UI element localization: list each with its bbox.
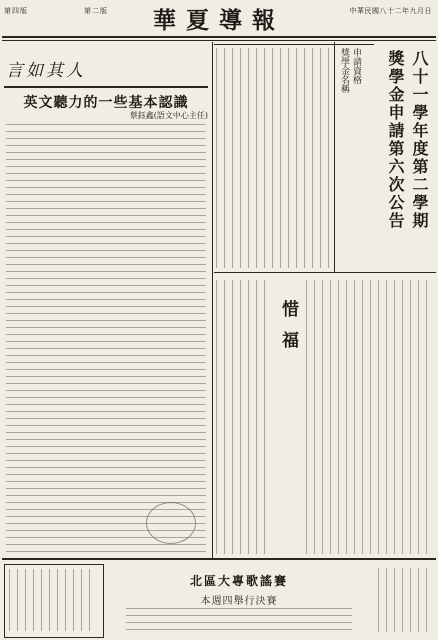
notice-headline-2: 獎學金申請第六次公告 [386, 50, 405, 230]
calligraphy-title: 言如其人 [6, 61, 86, 81]
table-header-qualification: 申請資格 [351, 48, 361, 84]
footer-left-box [4, 564, 104, 638]
column-divider-right [334, 42, 335, 272]
masthead-rule-thin [2, 40, 436, 41]
footer-left-text [9, 569, 97, 631]
title-rule [4, 86, 208, 88]
article-body [6, 124, 206, 556]
footer-rule [2, 558, 436, 560]
footer-right-box [376, 564, 434, 636]
advert-headline: 北區大專歌謠賽 [189, 574, 288, 588]
advert-subline: 本週四舉行決賽 [200, 596, 278, 607]
feature-title: 惜福 [278, 300, 298, 362]
article-byline: 蔡鈺鑫(語文中心主任) [129, 111, 208, 120]
masthead [0, 0, 438, 36]
issue-date: 中華民國八十二年九月日 [349, 7, 432, 15]
middle-column-text [216, 280, 270, 554]
column-divider [212, 42, 213, 558]
table-top-rule [214, 44, 374, 45]
decoration [146, 502, 196, 544]
masthead-rule [2, 36, 436, 38]
newspaper-title: 華夏導報 [153, 7, 285, 34]
issue-number: 第四版 [4, 7, 28, 15]
article-title: 英文聽力的一些基本認識 [23, 95, 189, 111]
notice-headline-1: 八十一學年度第二學期 [410, 50, 429, 230]
footer-right-text [378, 568, 432, 632]
feature-body [306, 280, 434, 554]
table-body [216, 48, 330, 268]
page-number: 第二版 [84, 7, 108, 15]
notice-bottom-rule [214, 272, 436, 273]
advert-body [126, 608, 352, 632]
table-header-name: 獎學金名稱 [339, 48, 349, 93]
